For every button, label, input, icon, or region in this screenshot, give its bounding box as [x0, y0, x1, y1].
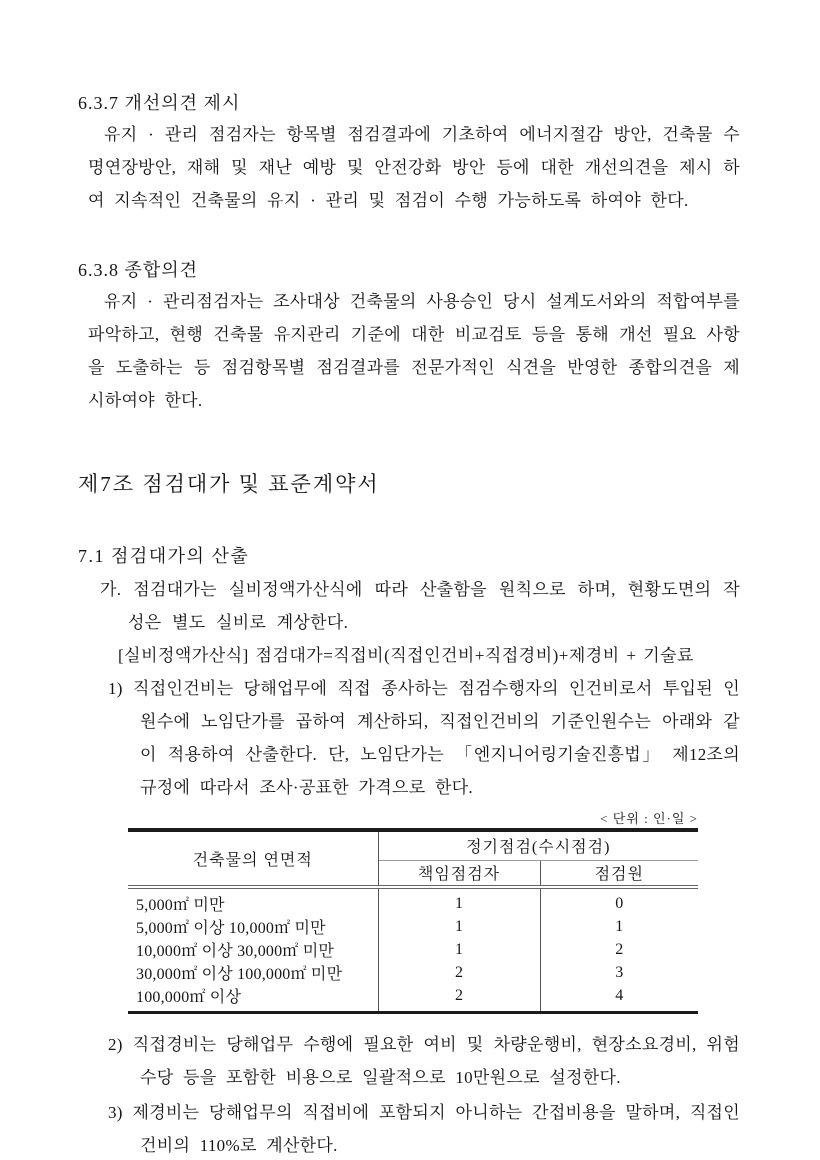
- cell-chief: 2: [378, 961, 540, 984]
- table-unit-caption: < 단위 : 인·일 >: [600, 811, 698, 826]
- cell-chief: 1: [378, 887, 540, 915]
- table-row: [128, 915, 698, 938]
- cell-area: 5,000㎡ 미만: [128, 887, 378, 915]
- cell-area: 100,000㎡ 이상: [128, 984, 378, 1013]
- numbered-item-3: [108, 1096, 740, 1160]
- numbered-item-1-label: 1): [108, 679, 123, 698]
- numbered-item-2-text: 직접경비는 당해업무 수행에 필요한 여비 및 차량운행비, 현장소요경비, 위험수당 등을 포함한 비용으로 일괄적으로 10만원으로 설정한다.: [132, 1035, 740, 1087]
- cell-inspector: 3: [615, 963, 624, 981]
- section-7-1-heading: 7.1 점검대가의 산출: [78, 546, 250, 566]
- cell-area: 30,000㎡ 이상 100,000㎡ 미만: [128, 961, 378, 984]
- cell-inspector: 1: [615, 917, 624, 935]
- cell-chief: 1: [378, 915, 540, 938]
- cell-inspector: 4: [615, 986, 624, 1004]
- cell-inspector: 0: [615, 894, 624, 912]
- numbered-item-1-text: 직접인건비는 당해업무에 직접 종사하는 점검수행자의 인건비로서 투입된 인원수에 노임단가를 곱하여 계산하되, 직접인건비의 기준인원수는 아래와 같이 적용하여 산출한다. 단, 노임단가는 「엔지니어링기술진흥법」 제12조의 규정에 따라서 조사·공표한 가격으로 한다.: [133, 679, 740, 797]
- section-6-3-8-heading: 6.3.8 종합의견: [78, 260, 199, 280]
- header-chief-inspector: 책임점검자: [378, 860, 540, 887]
- personnel-table: [128, 828, 698, 1014]
- header-inspector: 점검원: [540, 860, 698, 887]
- numbered-item-2: [108, 1028, 740, 1094]
- section-6-3-7-body: 유지 · 관리 점검자는 항목별 점검결과에 기초하여 에너지절감 방안, 건축물 수명연장방안, 재해 및 재난 예방 및 안전강화 방안 등에 대한 개선의견을 제시 하여 지속적인 건축물의 유지 · 관리 및 점검이 수행 가능하도록 하여야 한다.: [88, 125, 740, 210]
- article-7-heading: 제7조 점검대가 및 표준계약서: [78, 472, 380, 496]
- section-6-3-7-heading: 6.3.7 개선의견 제시: [78, 93, 241, 113]
- personnel-table-body: [128, 887, 698, 1013]
- table-row: [128, 887, 698, 915]
- item-ga-label: 가.: [100, 580, 122, 599]
- table-row: [128, 961, 698, 984]
- header-area: 건축물의 연면적: [128, 830, 378, 887]
- item-ga-text: 점검대가는 실비정액가산식에 따라 산출함을 원칙으로 하며, 현황도면의 작성은 별도 실비로 계상한다.: [128, 580, 740, 632]
- table-row: [128, 938, 698, 961]
- cell-inspector: 2: [615, 940, 624, 958]
- section-6-3-7: [78, 90, 740, 217]
- item-ga: [100, 573, 740, 639]
- header-inspection-group: 정기점검(수시점검): [378, 830, 698, 860]
- section-6-3-8-body: 유지 · 관리점검자는 조사대상 건축물의 사용승인 당시 설계도서와의 적합여부를 파악하고, 현행 건축물 유지관리 기준에 대한 비교검토 등을 통해 개선 필요 사항을 도출하는 등 점검항목별 점검결과를 전문가적인 식견을 반영한 종합의견을 제시하여야 한다.: [88, 292, 740, 410]
- cell-chief: 1: [378, 938, 540, 961]
- table-row: [128, 984, 698, 1013]
- personnel-table-header: [128, 830, 698, 887]
- numbered-item-3-text: 제경비는 당해업무의 직접비에 포함되지 아니하는 간접비용을 말하며, 직접인건비의 110%로 계산한다.: [132, 1103, 740, 1155]
- cell-area: 5,000㎡ 이상 10,000㎡ 미만: [128, 915, 378, 938]
- cell-chief: 2: [378, 984, 540, 1013]
- section-6-3-8: [78, 257, 740, 417]
- numbered-item-3-label: 3): [108, 1103, 123, 1122]
- cell-area: 10,000㎡ 이상 30,000㎡ 미만: [128, 938, 378, 961]
- cost-formula: [실비정액가산식] 점검대가=직접비(직접인건비+직접경비)+제경비 + 기술료: [118, 646, 694, 665]
- numbered-item-2-label: 2): [108, 1035, 123, 1054]
- numbered-item-1: [108, 672, 740, 804]
